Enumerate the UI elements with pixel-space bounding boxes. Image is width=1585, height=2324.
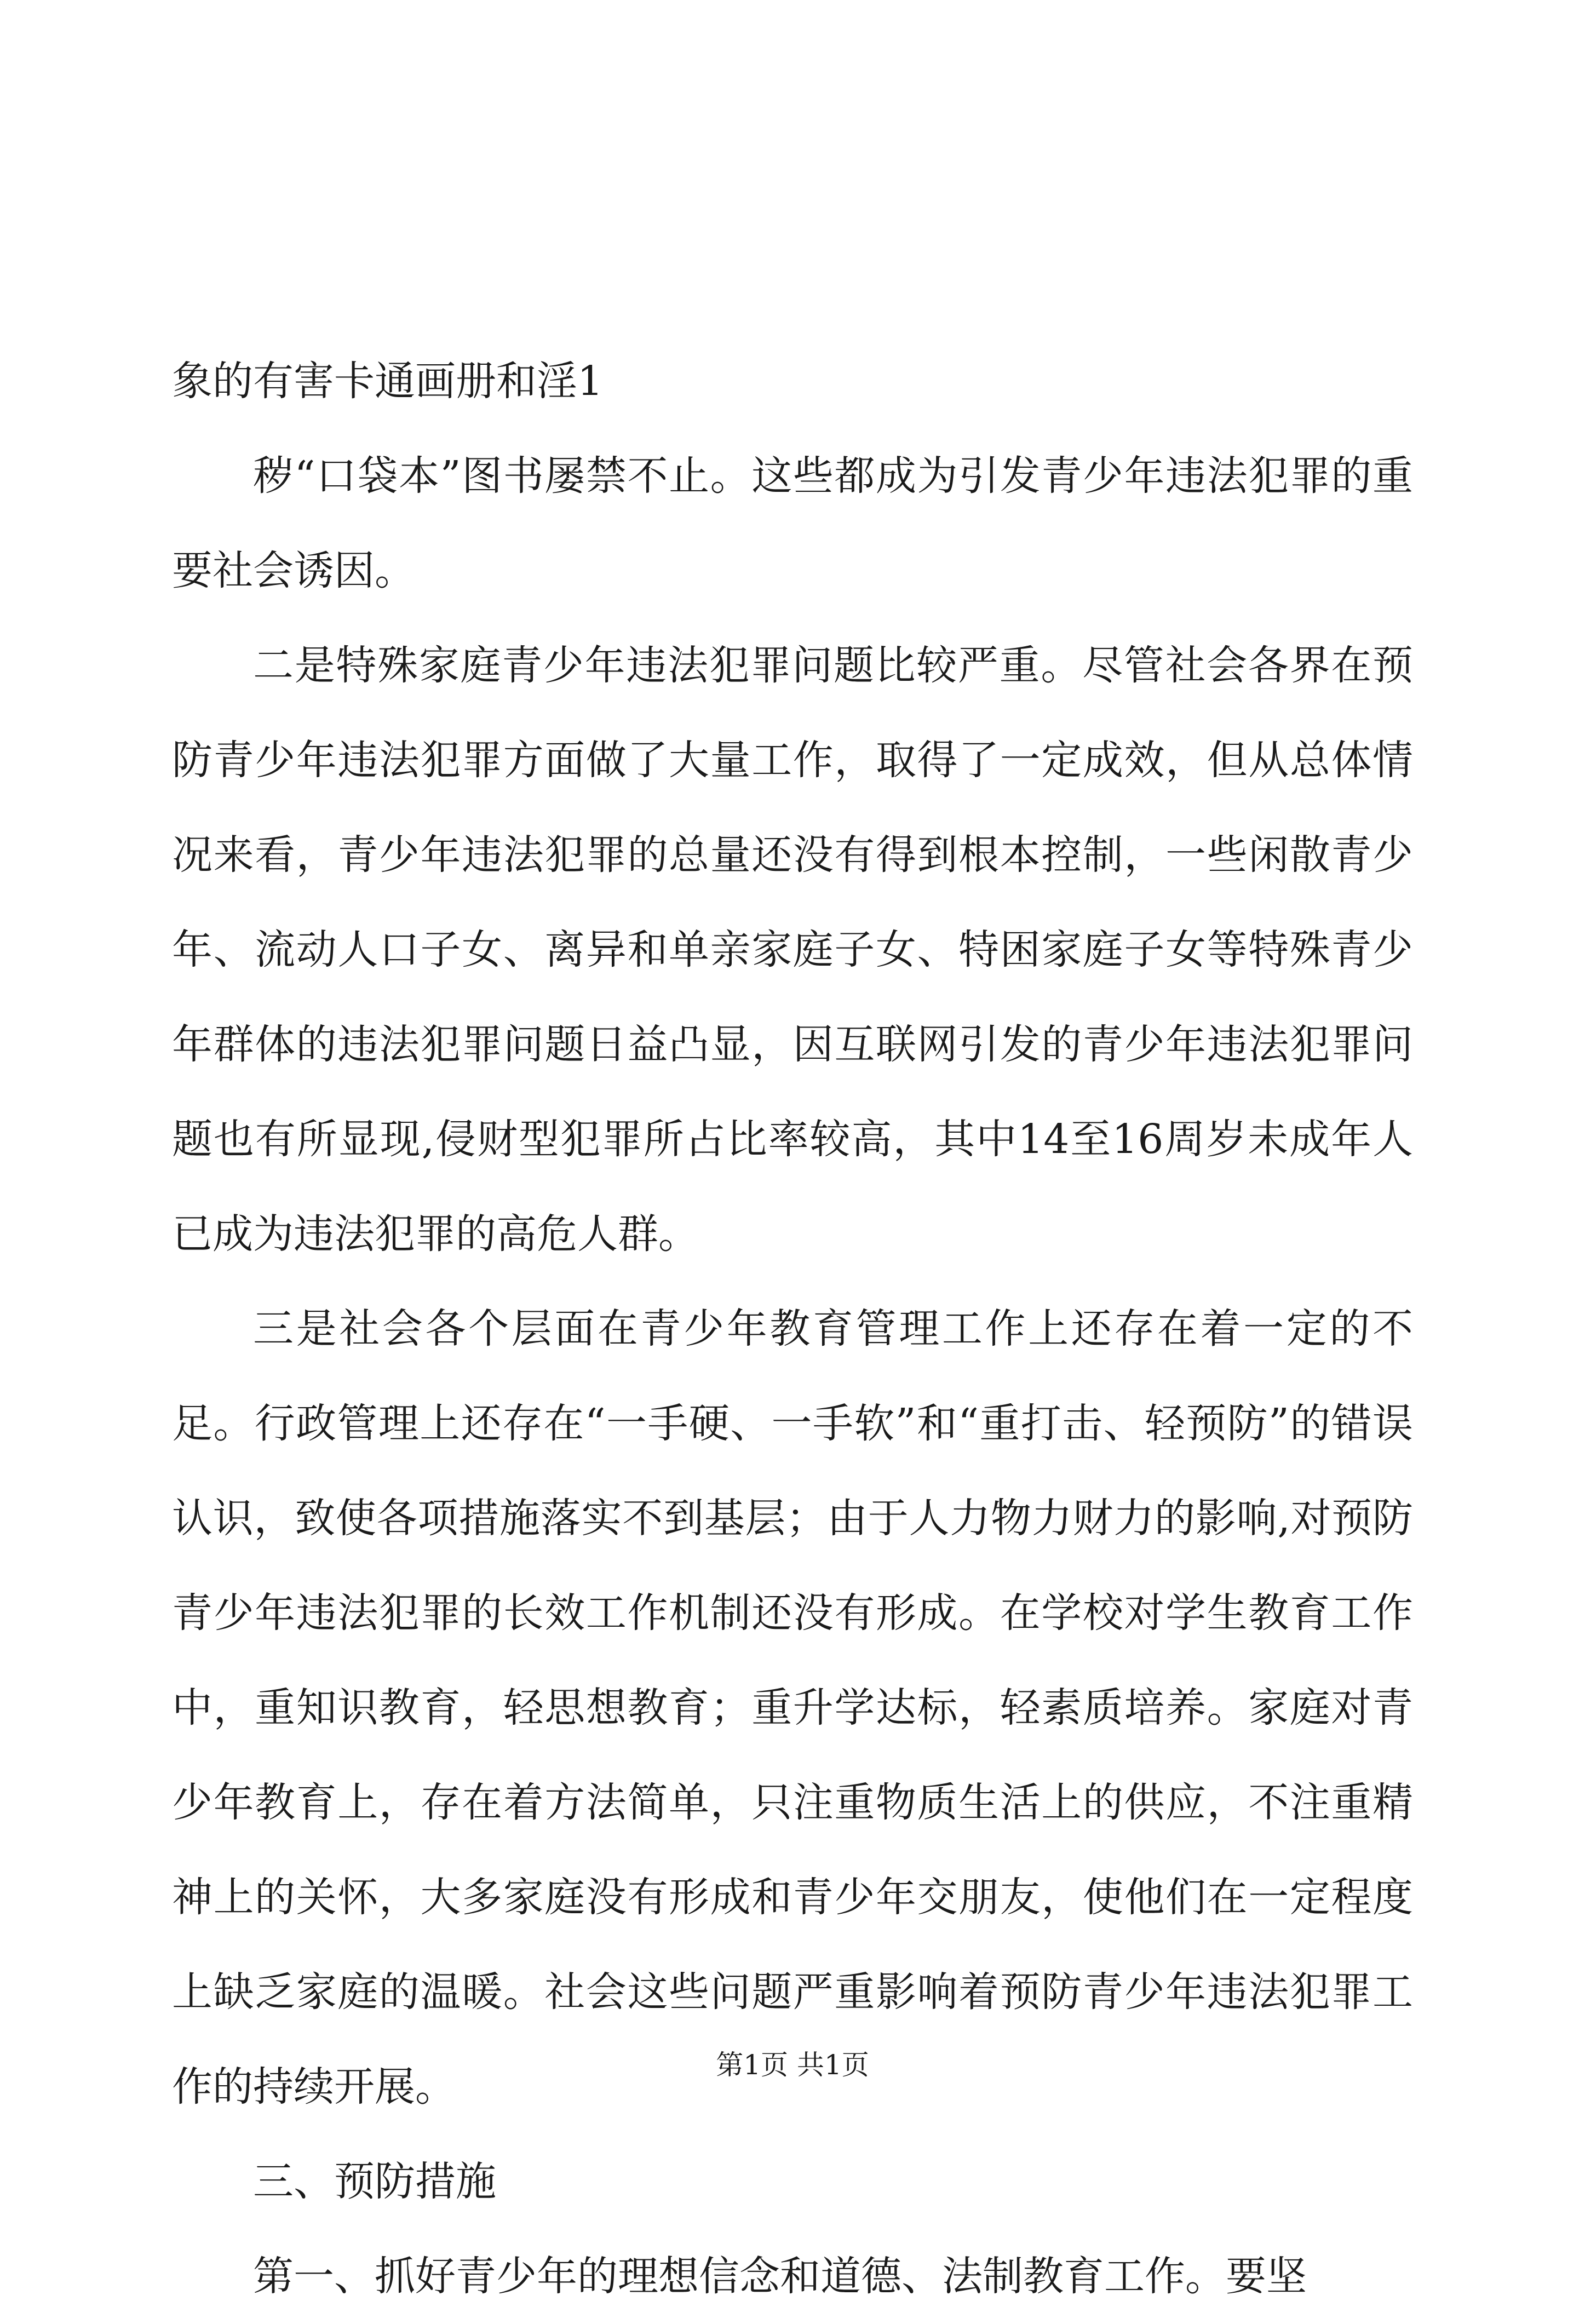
paragraph-1: 秽“口袋本”图书屡禁不止。这些都成为引发青少年违法犯罪的重要社会诱因。 [172, 452, 1413, 594]
document-body [172, 334, 1413, 2324]
paragraph-continuation: 象的有害卡通画册和淫1 [172, 358, 604, 405]
paragraph-4: 第一、抓好青少年的理想信念和道德、法制教育工作。要坚 [253, 2253, 1307, 2300]
section-heading: 三、预防措施 [253, 2158, 496, 2205]
paragraph-2: 二是特殊家庭青少年违法犯罪问题比较严重。尽管社会各界在预防青少年违法犯罪方面做了大量工作，取得了一定成效，但从总体情况来看，青少年违法犯罪的总量还没有得到根本控制，一些闲散青少年、流动人口子女、离异和单亲家庭子女、特困家庭子女等特殊青少年群体的违法犯罪问题日益凸显，因互联网引发的青少年违法犯罪问题也有所显现,侵财型犯罪所占比率较高，其中14至16周岁未成年人已成为违法犯罪的高危人群。 [172, 642, 1413, 1258]
page-footer: 第1页 共1页 [716, 2049, 869, 2081]
paragraph-3: 三是社会各个层面在青少年教育管理工作上还存在着一定的不足。行政管理上还存在“一手硬、一手软”和“重打击、轻预防”的错误认识，致使各项措施落实不到基层；由于人力物力财力的影响,对预防青少年违法犯罪的长效工作机制还没有形成。在学校对学生教育工作中，重知识教育，轻思想教育；重升学达标，轻素质培养。家庭对青少年教育上，存在着方法简单，只注重物质生活上的供应，不注重精神上的关怀，大多家庭没有形成和青少年交朋友，使他们在一定程度上缺乏家庭的温暖。社会这些问题严重影响着预防青少年违法犯罪工作的持续开展。 [172, 1305, 1413, 2110]
